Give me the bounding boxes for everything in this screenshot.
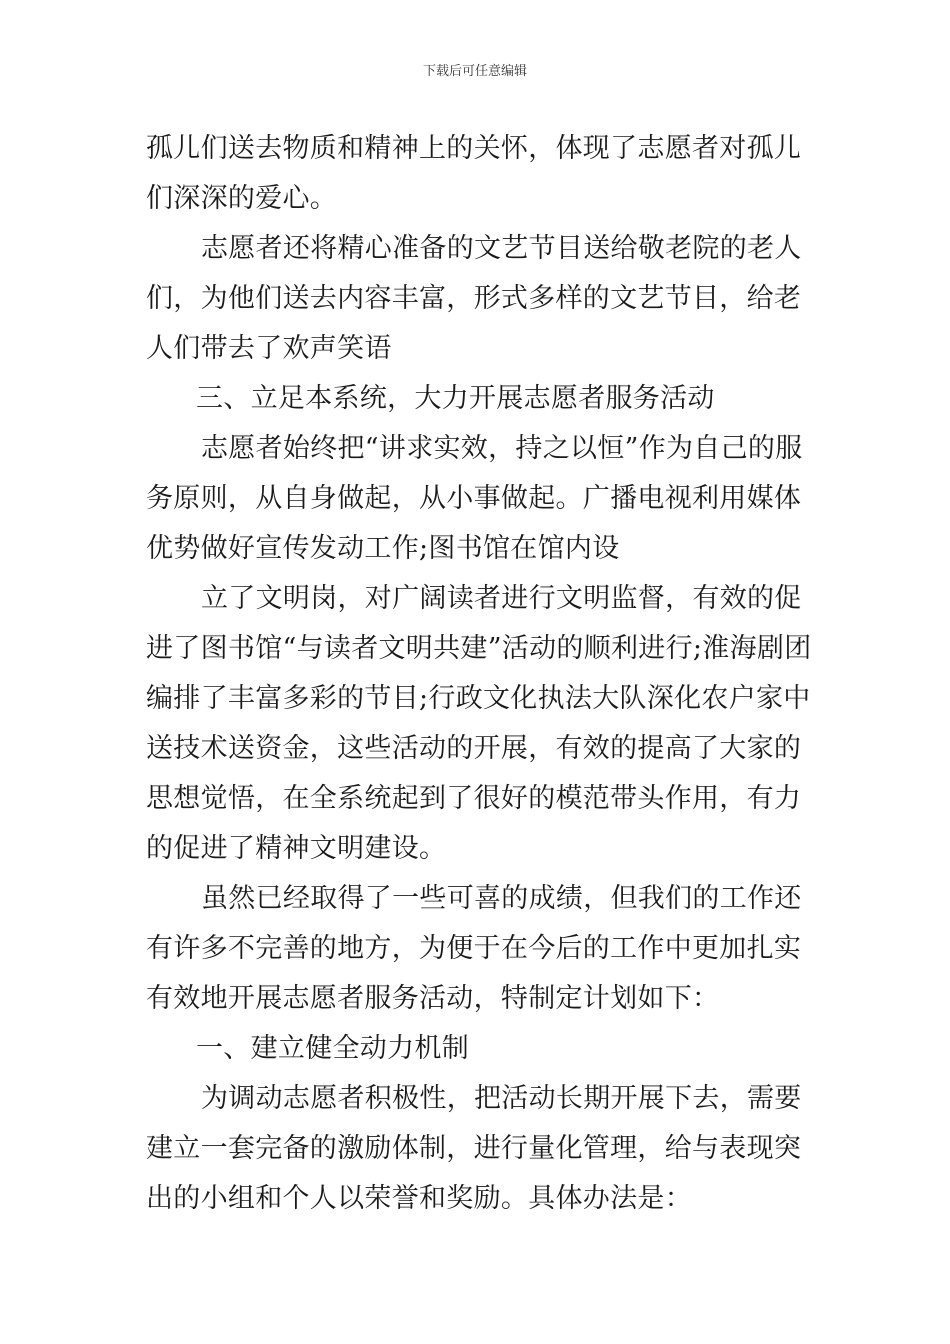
paragraph-service-principle: 志愿者始终把“讲求实效，持之以恒”作为自己的服务原则，从自身做起，从小事做起。广播电视利用媒体优势做好宣传发动工作;图书馆在馆内设 [146,433,803,564]
document-body [146,124,826,1224]
page-header: 下载后可任意编辑 [422,64,527,79]
paragraph-plan-intro: 虽然已经取得了一些可喜的成绩，但我们的工作还有许多不完善的地方，为便于在今后的工作中更加扎实有效地开展志愿者服务活动，特制定计划如下： [146,883,802,1014]
paragraph-orphans-care: 孤儿们送去物质和精神上的关怀，体现了志愿者对孤儿们深深的爱心。 [146,133,802,214]
paragraph-civilization-post: 立了文明岗，对广阔读者进行文明监督，有效的促进了图书馆“与读者文明共建”活动的顺利进行;淮海剧团编排了丰富多彩的节目;行政文化执法大队深化农户家中送技术送资金，这些活动的开展，有效的提高了大家的思想觉悟，在全系统起到了很好的模范带头作用，有力的促进了精神文明建设。 [146,583,812,864]
section-heading-three: 三、立足本系统，大力开展志愿者服务活动 [196,383,715,414]
paragraph-nursing-home: 志愿者还将精心准备的文艺节目送给敬老院的老人们，为他们送去内容丰富，形式多样的文艺节目，给老人们带去了欢声笑语 [146,233,802,364]
paragraph-incentive-system: 为调动志愿者积极性，把活动长期开展下去，需要建立一套完备的激励体制，进行量化管理，给与表现突出的小组和个人以荣誉和奖励。具体办法是： [146,1083,802,1214]
section-heading-one: 一、建立健全动力机制 [196,1033,469,1064]
